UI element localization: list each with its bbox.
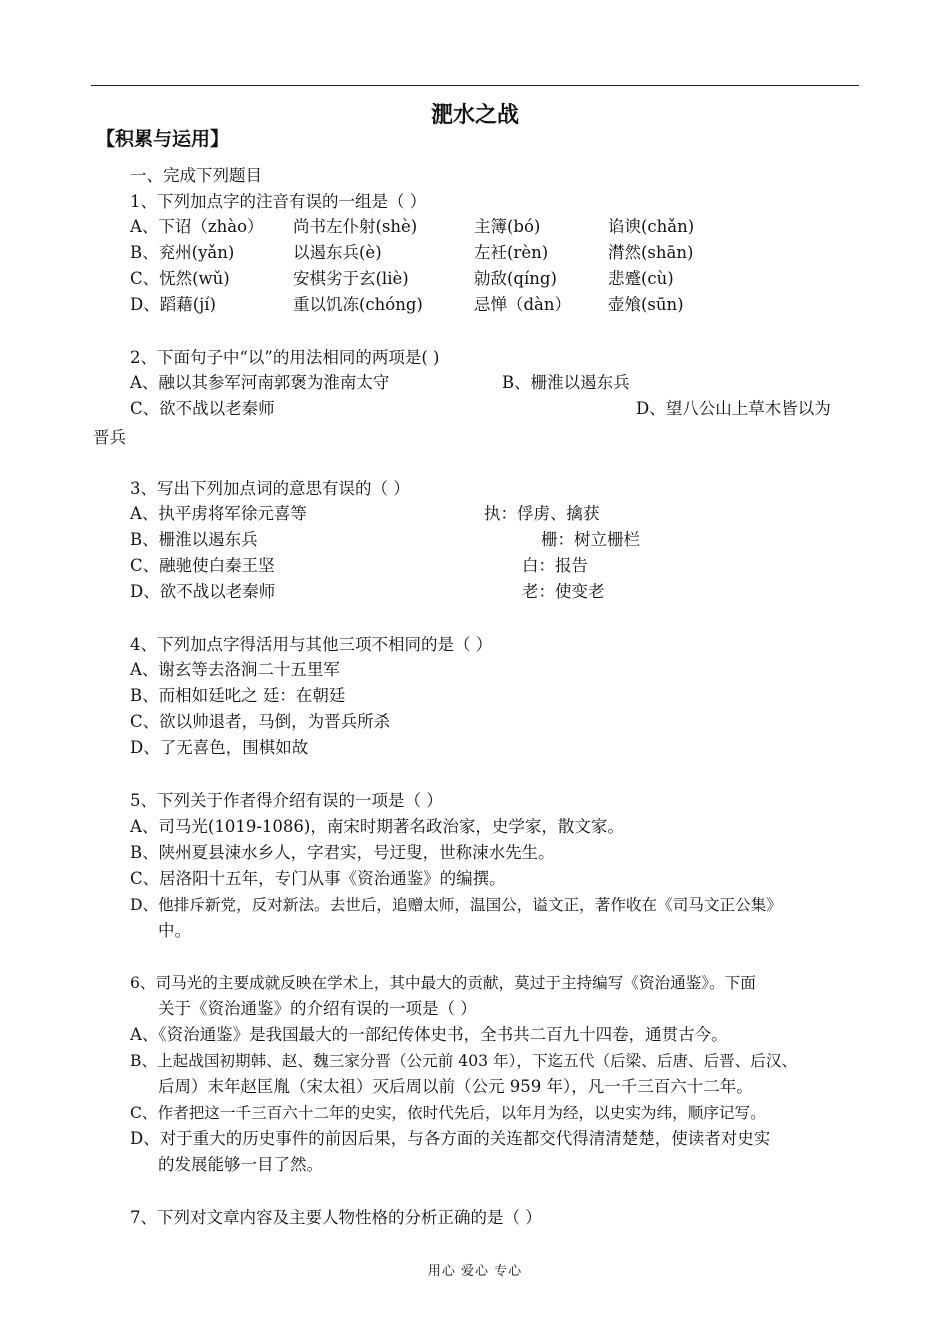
q2-option-d-continued: 晋兵 [93, 428, 126, 447]
q1-option-cell: 忌惮（dàn） [474, 295, 572, 314]
q3-option: A、执平虏将军徐元喜等 [130, 504, 307, 523]
header-rule [91, 85, 859, 86]
page-footer: 用心 爱心 专心 [427, 1264, 523, 1279]
q3-option: C、融驰使白秦王坚 [130, 556, 275, 575]
q1-option-cell: 安棋劣于玄(liè) [293, 269, 409, 288]
q2-option-b: B、栅淮以遏东兵 [502, 373, 630, 392]
q1-option-cell: 潸然(shān) [608, 243, 694, 262]
q5-stem: 5、下列关于作者得介绍有误的一项是（ ） [130, 791, 443, 810]
q6-option-b-continued: 后周）末年赵匡胤（宋太祖）灭后周以前（公元 959 年），凡一千三百六十二年。 [158, 1077, 753, 1096]
q2-option-d: D、望八公山上草木皆以为 [636, 399, 831, 418]
q1-option-cell: D、蹈藉(jí) [130, 295, 216, 314]
q4-option: C、欲以帅退者，马倒，为晋兵所杀 [130, 712, 391, 731]
q3-option: B、栅淮以遏东兵 [130, 530, 258, 549]
q1-stem: 1、下列加点字的注音有误的一组是（ ） [130, 192, 427, 211]
q3-meaning: 执：俘虏、擒获 [484, 504, 600, 523]
q1-option-cell: A、下诏（zhào） [130, 217, 264, 236]
q3-stem: 3、写出下列加点词的意思有误的（ ） [130, 479, 410, 498]
q3-option: D、欲不战以老秦师 [130, 582, 276, 601]
q1-option-cell: 悲蹙(cù) [608, 269, 674, 288]
document-title: 淝水之战 [430, 103, 519, 128]
q6-option-d-continued: 的发展能够一目了然。 [158, 1155, 323, 1174]
q5-option: C、居洛阳十五年，专门从事《资治通鉴》的编撰。 [130, 869, 506, 888]
part-heading: 一、完成下列题目 [130, 166, 262, 185]
q3-meaning: 白：报告 [522, 556, 588, 575]
q1-option-cell: 谄谀(chǎn) [608, 217, 695, 236]
q5-option-continued: 中。 [158, 921, 191, 940]
section-heading: 【积累与运用】 [96, 128, 230, 150]
q1-option-cell: 左衽(rèn) [474, 243, 549, 262]
q5-option: B、陕州夏县涑水乡人，字君实，号迂叟，世称涑水先生。 [130, 843, 555, 862]
q2-option-a: A、融以其参军河南郭褒为淮南太守 [130, 373, 390, 392]
q5-option: D、他排斥新党，反对新法。去世后，追赠太师，温国公，谥文正，著作收在《司马文正公集》 [130, 896, 782, 914]
q6-option-a: A、《资治通鉴》是我国最大的一部纪传体史书，全书共二百九十四卷，通贯古今。 [130, 1025, 728, 1044]
q1-option-cell: 主簿(bó) [474, 217, 541, 236]
q2-stem: 2、下面句子中“以”的用法相同的两项是( ) [130, 348, 440, 367]
q7-stem: 7、下列对文章内容及主要人物性格的分析正确的是（ ） [130, 1208, 542, 1227]
q4-option: D、了无喜色，围棋如故 [130, 738, 309, 757]
q6-stem: 6、司马光的主要成就反映在学术上，其中最大的贡献，莫过于主持编写《资治通鉴》。下面 [130, 974, 756, 992]
q6-option-d: D、对于重大的历史事件的前因后果，与各方面的关连都交代得清清楚楚，使读者对史实 [130, 1129, 771, 1148]
q3-meaning: 栅：树立栅栏 [541, 530, 640, 549]
q1-option-cell: B、兖州(yǎn) [130, 243, 235, 262]
q2-option-c: C、欲不战以老秦师 [130, 399, 275, 418]
q6-stem-continued: 关于《资治通鉴》的介绍有误的一项是（ ） [158, 999, 477, 1018]
q4-option: B、而相如廷叱之 廷：在朝廷 [130, 686, 346, 705]
q6-option-b: B、上起战国初期韩、赵、魏三家分晋（公元前 403 年），下迄五代（后梁、后唐、后晋、后汉、 [130, 1052, 798, 1070]
q4-option: A、谢玄等去洛涧二十五里军 [130, 660, 340, 679]
q4-stem: 4、下列加点字得活用与其他三项不相同的是（ ） [130, 635, 493, 654]
q3-meaning: 老：使变老 [522, 582, 605, 601]
q1-option-cell: 勍敌(qíng) [474, 269, 557, 288]
q1-option-cell: 尚书左仆射(shè) [293, 217, 418, 236]
q1-option-cell: 以遏东兵(è) [293, 243, 382, 262]
q5-option: A、司马光(1019-1086)，南宋时期著名政治家，史学家，散文家。 [130, 817, 624, 836]
q1-option-cell: 壶飧(sūn) [608, 295, 684, 314]
q1-option-cell: 重以饥冻(chóng) [293, 295, 423, 314]
q1-option-cell: C、怃然(wǔ) [130, 269, 230, 288]
q6-option-c: C、作者把这一千三百六十二年的史实，依时代先后，以年月为经，以史实为纬，顺序记写。 [130, 1104, 766, 1122]
